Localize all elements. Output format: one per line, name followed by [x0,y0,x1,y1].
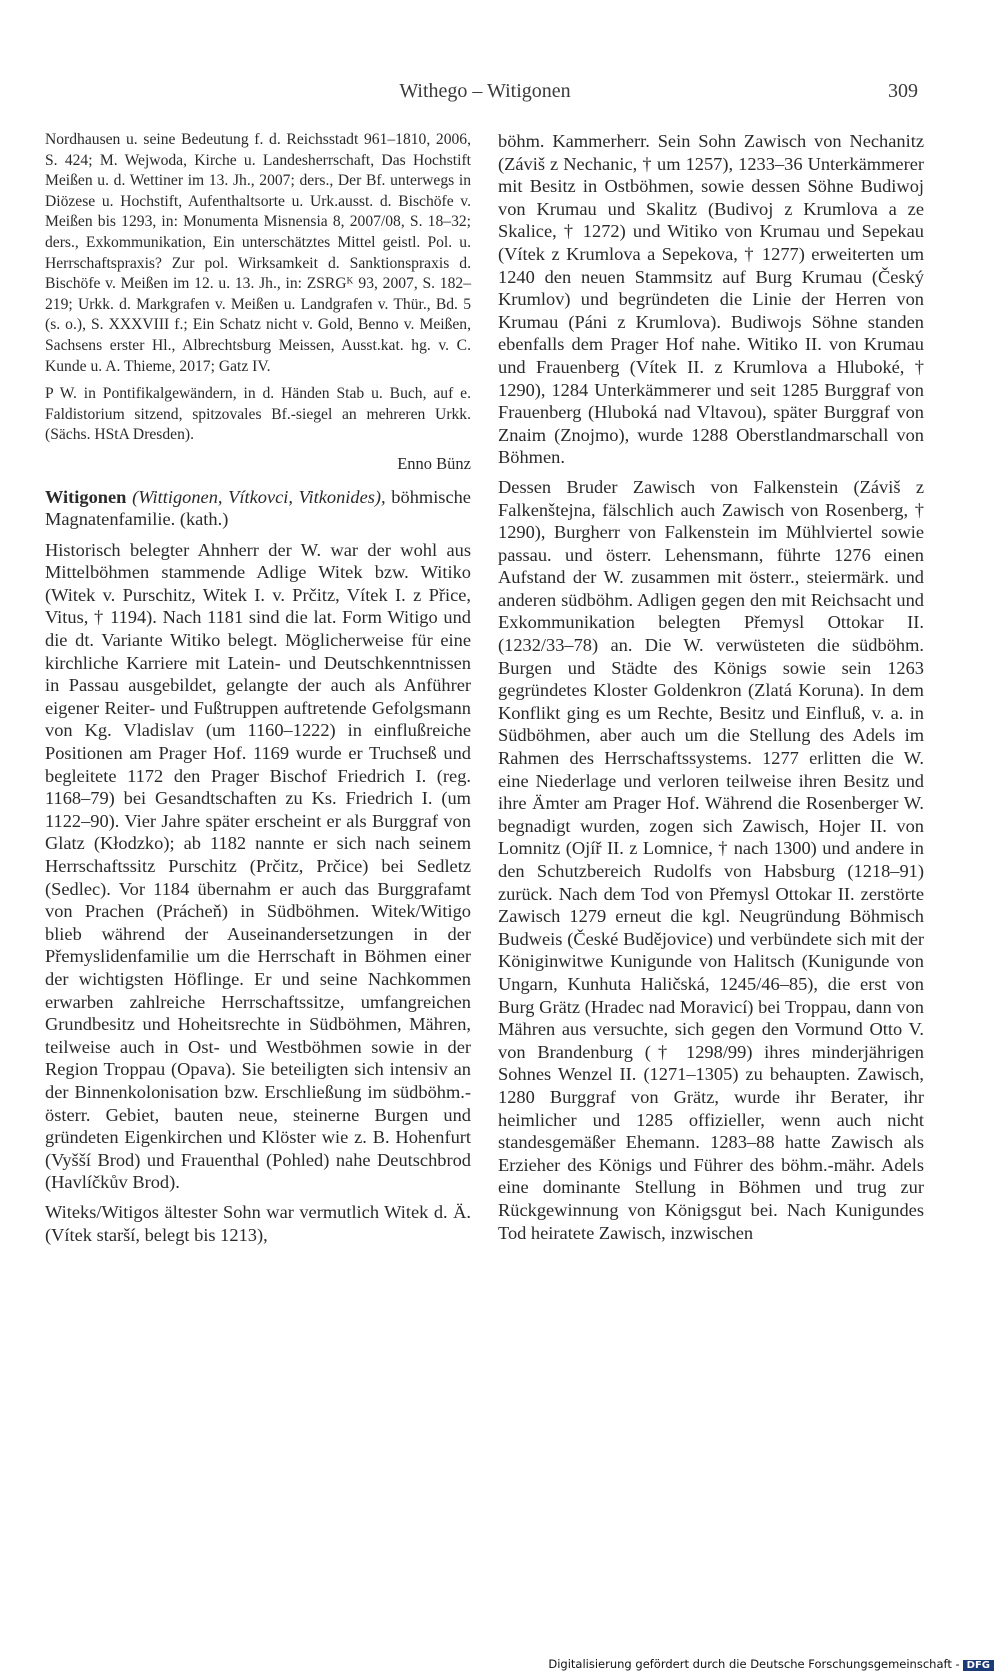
left-paragraph-2: Witeks/Witigos ältester Sohn war vermutlich Witek d. Ä. (Vítek starší, belegt bis 1213), [45,1201,471,1245]
running-head-title: Withego – Witigonen [399,80,571,102]
dfg-logo-badge: DFG [963,1660,994,1671]
article-author: Enno Bünz [397,453,471,473]
entry-description: böhmische Magnatenfamilie. (kath.) [45,486,471,530]
left-paragraph-1: Historisch belegter Ahnherr der W. war der wohl aus Mittelböhmen stammende Adlige Witek bzw. Witiko (Witek v. Purschitz, Witek I. v. Prčitz, Vítek I. z Přice, Vitus, † 1194). Nach 1181 sind die lat. Form Witigo und die dt. Variante Witiko belegt. Möglicherweise für eine kirchliche Karriere mit Latein- und Deutschkenntnissen in Passau ausgebildet, gelangte der auch als Anführer eigener Reiter- und Fußtruppen auftretende Gefolgsmann von Kg. Vladislav (um 1160–1222) in einflußreiche Positionen am Prager Hof. 1169 wurde er Truchseß und begleitete 1172 den Prager Bischof Friedrich I. (reg. 1168–79) bei Gesandtschaften zu Ks. Friedrich I. (um 1122–90). Vier Jahre später erscheint er als Burggraf von Glatz (Kłodzko); ab 1182 nannte er sich nach seinem Herrschaftssitz Purschitz (Prčitz, Prčice) bei Sedletz (Sedlec). Vor 1184 übernahm er auch das Burggrafamt von Prachen (Prácheň) in Südböhmen. Witek/Witigo blieb während der Auseinandersetzungen in der Přemyslidenfamilie um die Herrschaft in Böhmen einer der wichtigsten Höflinge. Er und seine Nachkommen erwarben zahlreiche Herrschaftssitze, umfangreichen Grundbesitz und Hoheitsrechte in Südböhmen, Mähren, teilweise auch in Ost- und Westböhmen sowie in der Region Troppau (Opava). Sie beteiligten sich intensiv an der Binnenkolonisation bzw. Erschließung im südböhm.-österr. Gebiet, bauten neue, steinerne Burgen und gründeten Eigenkirchen und Klöster wie z. B. Hohenfurt (Vyšší Brod) und Frauenthal (Pohled) nahe Deutschbrod (Havlíčkův Brod). [45,539,471,1193]
entry-lemma: Witigonen [45,486,127,507]
right-column [498,130,924,1251]
footer-text: Digitalisierung gefördert durch die Deutsche Forschungsgemeinschaft - [548,1657,960,1671]
seal-note: P W. in Pontifikalgewändern, in d. Händen Stab u. Buch, auf e. Faldistorium sitzend, spitzovales Bf.-siegel an mehreren Urkk. (Sächs. HStA Dresden). [45,385,471,444]
entry-heading [45,486,471,531]
digitization-footer [548,1657,994,1671]
left-column [45,130,471,1253]
right-paragraph-1: böhm. Kammerherr. Sein Sohn Zawisch von Nechanitz (Záviš z Nechanic, † um 1257), 1233–36 Unterkämmerer mit Besitz in Ostböhmen, sowie dessen Söhne Budiwoj von Krumau und Skalitz (Budivoj z Krumlova a ze Skalice, † 1272) und Witiko von Krumau und Sepekau (Vítek z Krumlova a Sepekova, † 1277) erweiterten um 1240 den neuen Stammsitz auf Burg Krumau (Český Krumlov) und begründeten die Linie der Herren von Krumau (Páni z Krumlova). Budiwojs Söhne standen ebenfalls dem Prager Hof nahe. Witiko II. von Krumau und Frauenberg (Vítek II. z Krumlova a Hluboké, † 1290), 1284 Unterkämmerer und seit 1285 Burggraf von Frauenberg (Hluboká nad Vltavou), später Burggraf von Znaim (Znojmo), wurde 1288 Oberstlandmarschall von Böhmen. [498,131,924,468]
page-number: 309 [888,80,918,102]
right-paragraph-2: Dessen Bruder Zawisch von Falkenstein (Záviš z Falkenštejna, fälschlich auch Zawisch von Rosenberg, † 1290), Burgherr von Falkenstein im Mühlviertel sowie passau. und österr. Lehensmann, führte 1276 einen Aufstand der W. zusammen mit österr., steiermärk. und anderen südböhm. Adligen gegen den mit Reichsacht und Exkommunikation belegten Přemysl Ottokar II. (1232/33–78) an. Die W. verwüsteten die südböhm. Burgen und Städte des Königs sowie sein 1263 gegründetes Kloster Goldenkron (Zlatá Koruna). In dem Konflikt ging es um Rechte, Besitz und Einfluß, v. a. in Südböhmen, aber auch um die Stellung des Adels im Rahmen des Herrschaftssystems. 1277 erlitten die W. eine Niederlage und verloren teilweise ihren Besitz und ihre Ämter am Prager Hof. Während die Rosenberger W. begnadigt wurden, zogen sich Zawisch, Hojer II. von Lomnitz (Ojíř II. z Lomnice, † nach 1300) und andere in den Schutzbereich Rudolfs von Habsburg (1218–91) zurück. Nach dem Tod von Přemysl Ottokar II. zerstörte Zawisch 1279 erneut die kgl. Neugründung Böhmisch Budweis (České Budějovice) und verbündete sich mit der Königinwitwe Kunigunde von Halitsch (Kunigunde von Ungarn, Kunhuta Haličská, 1245/46–85), die erst von Burg Grätz (Hradec nad Moravicí) bei Troppau, dann von Mähren aus versuchte, sich gegen den Vormund Otto V. von Brandenburg († 1298/99) ihres minderjährigen Sohnes Wenzel II. (1271–1305) zu behaupten. Zawisch, 1280 Burggraf von Grätz, wurde ihr Berater, ihr heimlicher und 1285 offizieller, wenn auch nicht standesgemäßer Ehemann. 1283–88 hatte Zawisch als Erzieher des Königs und Führer des böhm.-mähr. Adels eine dominante Stellung in Böhmen und trug zur Rückgewinnung von Königsgut bei. Nach Kunigundes Tod heiratete Zawisch, inzwischen [498,476,924,1243]
bibliography-text: Nordhausen u. seine Bedeutung f. d. Reichsstadt 961–1810, 2006, S. 424; M. Wejwoda, Kirche u. Landesherrschaft, Das Hochstift Meißen u. d. Wettiner im 13. Jh., 2007; ders., Der Bf. unterwegs in Diözese u. Hochstift, Aufenthaltsorte u. Urk.ausst. d. Bischöfe v. Meißen bis 1293, in: Monumenta Misnensia 8, 2007/08, S. 18–32; ders., Exkommunikation, Ein unterschätztes Mittel geistl. Pol. u. Herrschaftspraxis? Zur pol. Wirksamkeit d. Sanktionspraxis d. Bischöfe v. Meißen im 12. u. 13. Jh., in: ZSRGᴷ 93, 2007, S. 182–219; Urkk. d. Markgrafen v. Meißen u. Landgrafen v. Thür., Bd. 5 (s. o.), S. XXXVIII f.; Ein Schatz nicht v. Gold, Benno v. Meißen, Sachsens erster Hl., Albrechtsburg Meissen, Ausst.kat. hg. v. C. Kunde u. A. Thieme, 2017; Gatz IV. [45,131,471,375]
entry-alt-names: (Wittigonen, Vítkovci, Vitkonides), [132,486,386,507]
